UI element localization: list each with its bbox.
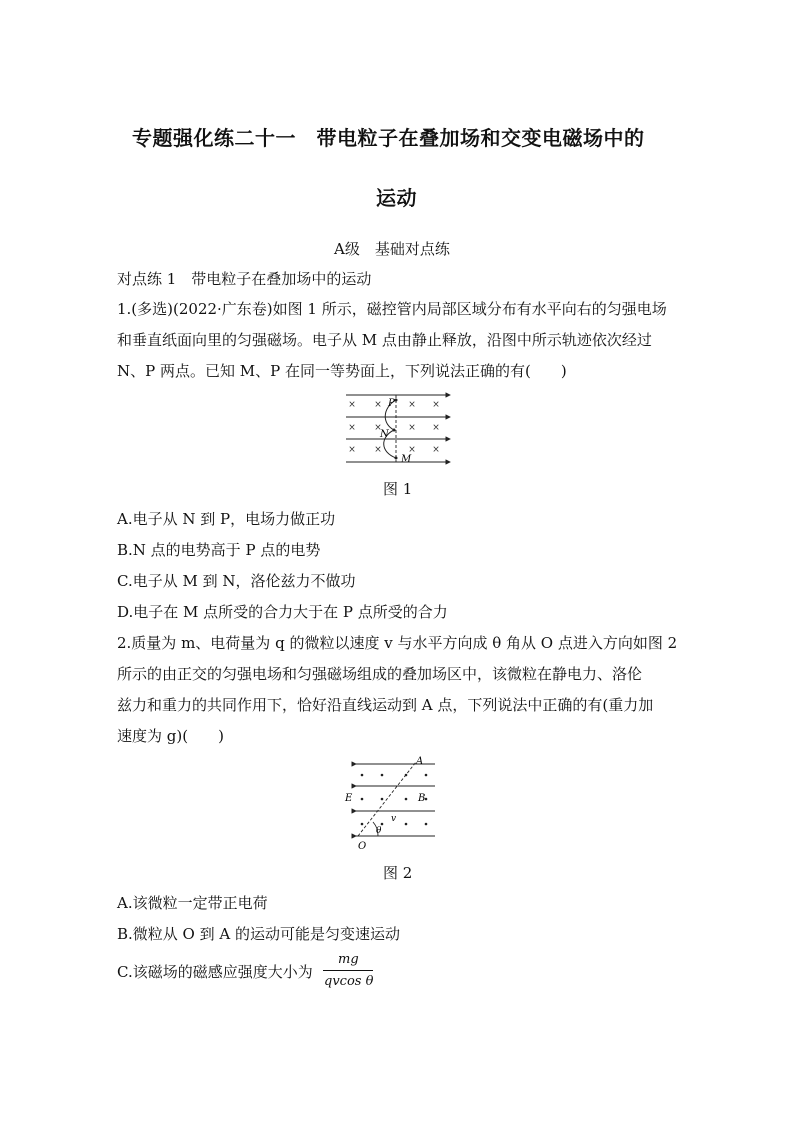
q2-line3: 兹力和重力的共同作用下，恰好沿直线运动到 A 点，下列说法中正确的有(重力加 — [117, 696, 654, 714]
q2-line4: 速度为 g)( ) — [117, 727, 224, 745]
level-heading: A级 基础对点练 — [334, 240, 450, 258]
svg-text:×: × — [374, 400, 382, 410]
figure-2 — [340, 756, 440, 852]
q2-option-b: B.微粒从 O 到 A 的运动可能是匀变速运动 — [117, 925, 400, 943]
label-v: v — [391, 814, 397, 824]
figure-1-caption: 图 1 — [383, 480, 413, 498]
fraction-denominator: qvcos θ — [324, 974, 374, 989]
q1-line1: 1.(多选)(2022·广东卷)如图 1 所示，磁控管内局部区域分布有水平向右的匀强电场 — [117, 300, 667, 318]
figure-1 — [340, 392, 455, 470]
q1-line3: N、P 两点。已知 M、P 在同一等势面上，下列说法正确的有( ) — [117, 362, 567, 380]
svg-text:×: × — [432, 445, 440, 455]
svg-text:×: × — [348, 423, 356, 433]
svg-text:×: × — [408, 423, 416, 433]
label-p: P — [388, 398, 395, 409]
q2-option-c-prefix: C.该磁场的磁感应强度大小为 — [117, 963, 313, 981]
page-title-line1: 专题强化练二十一 带电粒子在叠加场和交变电磁场中的 — [132, 126, 645, 150]
fraction-numerator: mg — [338, 952, 359, 967]
svg-text:×: × — [374, 445, 382, 455]
q1-option-b: B.N 点的电势高于 P 点的电势 — [117, 541, 321, 559]
svg-text:×: × — [408, 445, 416, 455]
section-heading: 对点练 1 带电粒子在叠加场中的运动 — [117, 270, 372, 288]
q1-option-a: A.电子从 N 到 P，电场力做正功 — [117, 510, 336, 528]
q2-line2: 所示的由正交的匀强电场和匀强磁场组成的叠加场区中，该微粒在静电力、洛伦 — [117, 665, 643, 683]
label-e: E — [345, 793, 353, 804]
label-n: N — [380, 429, 389, 440]
label-a: A — [416, 756, 424, 767]
label-b: B — [418, 793, 426, 804]
figure-2-caption: 图 2 — [383, 864, 413, 882]
q2-option-a: A.该微粒一定带正电荷 — [117, 894, 268, 912]
label-theta: θ — [376, 826, 382, 836]
svg-text:×: × — [408, 400, 416, 410]
svg-text:×: × — [432, 400, 440, 410]
q1-option-c: C.电子从 M 到 N，洛伦兹力不做功 — [117, 572, 356, 590]
page-title-line2: 运动 — [376, 186, 417, 210]
svg-text:×: × — [432, 423, 440, 433]
q1-option-d: D.电子在 M 点所受的合力大于在 P 点所受的合力 — [117, 603, 448, 621]
q2-line1: 2.质量为 m、电荷量为 q 的微粒以速度 v 与水平方向成 θ 角从 O 点进入方向如图 2 — [117, 634, 678, 652]
svg-text:×: × — [348, 445, 356, 455]
label-m: M — [401, 454, 412, 465]
label-o: O — [358, 841, 367, 852]
q1-line2: 和垂直纸面向里的匀强磁场。电子从 M 点由静止释放，沿图中所示轨迹依次经过 — [117, 331, 652, 349]
svg-text:×: × — [374, 423, 382, 433]
fraction-bar — [323, 970, 373, 971]
svg-text:×: × — [348, 400, 356, 410]
